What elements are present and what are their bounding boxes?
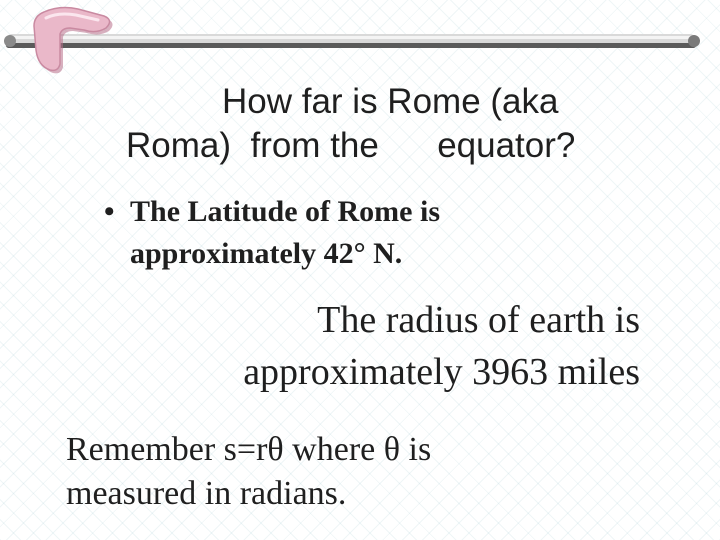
- header-rule-bar: [4, 34, 700, 48]
- reminder-line-2: measured in radians.: [66, 475, 347, 512]
- title-line-1: How far is Rome (aka: [222, 82, 559, 121]
- title-line-2: Roma) from the equator?: [126, 126, 576, 165]
- latitude-bullet: [104, 191, 624, 275]
- header-decoration: [0, 0, 720, 80]
- bullet-line-2: approximately 42° N.: [130, 237, 403, 270]
- bullet-line-1: The Latitude of Rome is: [130, 195, 440, 228]
- bullet-dot: •: [104, 195, 115, 228]
- earth-radius-note: [160, 294, 640, 398]
- radius-line-1: The radius of earth is: [317, 299, 640, 341]
- arc-length-reminder: [66, 428, 586, 516]
- slide-title: [0, 80, 720, 168]
- radius-line-2: approximately 3963 miles: [243, 351, 640, 393]
- reminder-line-1: Remember s=rθ where θ is: [66, 431, 432, 468]
